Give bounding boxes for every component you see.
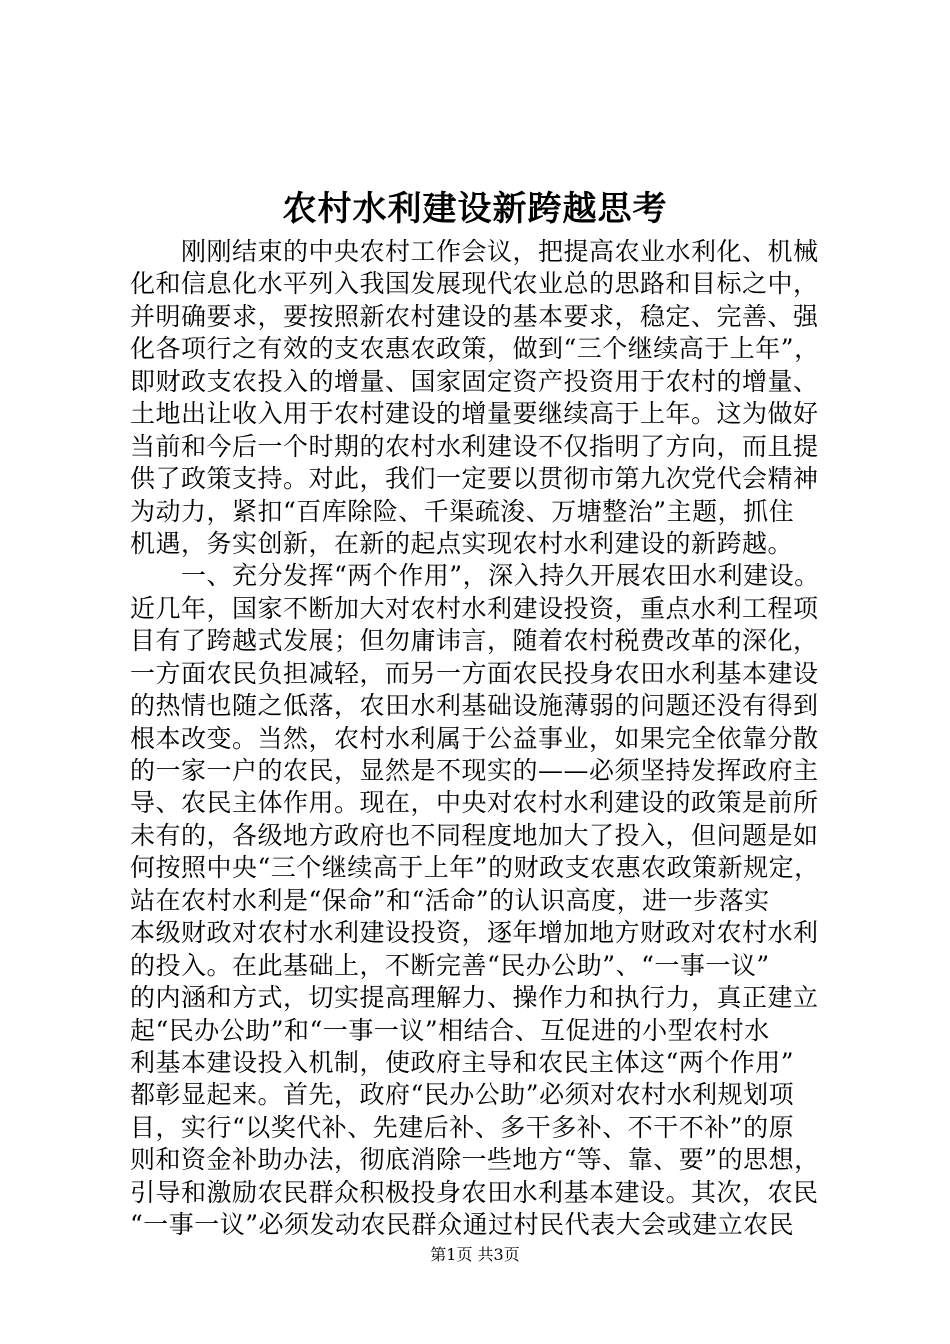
body-line: 起“民办公助”和“一事一议”相结合、互促进的小型农村水 [130,1015,770,1045]
body-line: 供了政策支持。对此，我们一定要以贯彻市第九次党代会精神 [130,464,819,494]
body-line: 本级财政对农村水利建设投资，逐年增加地方财政对农村水利 [130,918,819,948]
body-line: 根本改变。当然，农村水利属于公益事业，如果完全依靠分散 [130,723,819,753]
body-line: 化和信息化水平列入我国发展现代农业总的思路和目标之中， [130,269,819,299]
body-line: 引导和激励农民群众积极投身农田水利基本建设。其次，农民 [130,1177,819,1207]
body-line: 何按照中央“三个继续高于上年”的财政支农惠农政策新规定， [130,853,820,883]
body-line: 的一家一户的农民，显然是不现实的——必须坚持发挥政府主 [130,756,819,785]
body-line: 近几年，国家不断加大对农村水利建设投资，重点水利工程项 [130,593,819,623]
body-line: 站在农村水利是“保命”和“活命”的认识高度，进一步落实 [130,885,770,915]
body-line: 目有了跨越式发展；但勿庸讳言，随着农村税费改革的深化， [130,626,819,656]
body-line: 土地出让收入用于农村建设的增量要继续高于上年。这为做好 [130,399,819,429]
document-body [130,236,830,1242]
body-line: 机遇，务实创新，在新的起点实现农村水利建设的新跨越。 [130,528,794,558]
page-footer: 第1页 共3页 [430,1245,520,1264]
body-line: 目，实行“以奖代补、先建后补、多干多补、不干不补”的原 [130,1112,795,1142]
body-line: 一、充分发挥“两个作用”，深入持久开展农田水利建设。 [130,561,820,591]
body-line: 即财政支农投入的增量、国家固定资产投资用于农村的增量、 [130,366,819,396]
body-line: 都彰显起来。首先，政府“民办公助”必须对农村水利规划项 [130,1080,795,1110]
body-line: 的投入。在此基础上，不断完善“民办公助”、“一事一议” [130,950,770,980]
body-line: “一事一议”必须发动农民群众通过村民代表大会或建立农民 [130,1210,795,1240]
body-line: 当前和今后一个时期的农村水利建设不仅指明了方向，而且提 [130,431,819,461]
body-line: 的内涵和方式，切实提高理解力、操作力和执行力，真正建立 [130,983,819,1013]
body-line: 刚刚结束的中央农村工作会议，把提高农业水利化、机械 [130,237,819,266]
body-line: 导、农民主体作用。现在，中央对农村水利建设的政策是前所 [130,788,819,818]
body-line: 化各项行之有效的支农惠农政策，做到“三个继续高于上年”， [130,334,820,364]
body-line: 的热情也随之低落，农田水利基础设施薄弱的问题还没有得到 [130,691,819,721]
document-title: 农村水利建设新跨越思考 [282,189,668,229]
body-line: 利基本建设投入机制，使政府主导和农民主体这“两个作用” [130,1047,795,1077]
body-line: 未有的，各级地方政府也不同程度地加大了投入，但问题是如 [130,820,819,850]
body-line: 为动力，紧扣“百库除险、千渠疏浚、万塘整治”主题，抓住 [130,496,795,526]
body-line: 并明确要求，要按照新农村建设的基本要求，稳定、完善、强 [130,301,819,331]
body-line: 则和资金补助办法，彻底消除一些地方“等、靠、要”的思想， [130,1145,820,1175]
body-line: 一方面农民负担减轻，而另一方面农民投身农田水利基本建设 [130,658,819,688]
